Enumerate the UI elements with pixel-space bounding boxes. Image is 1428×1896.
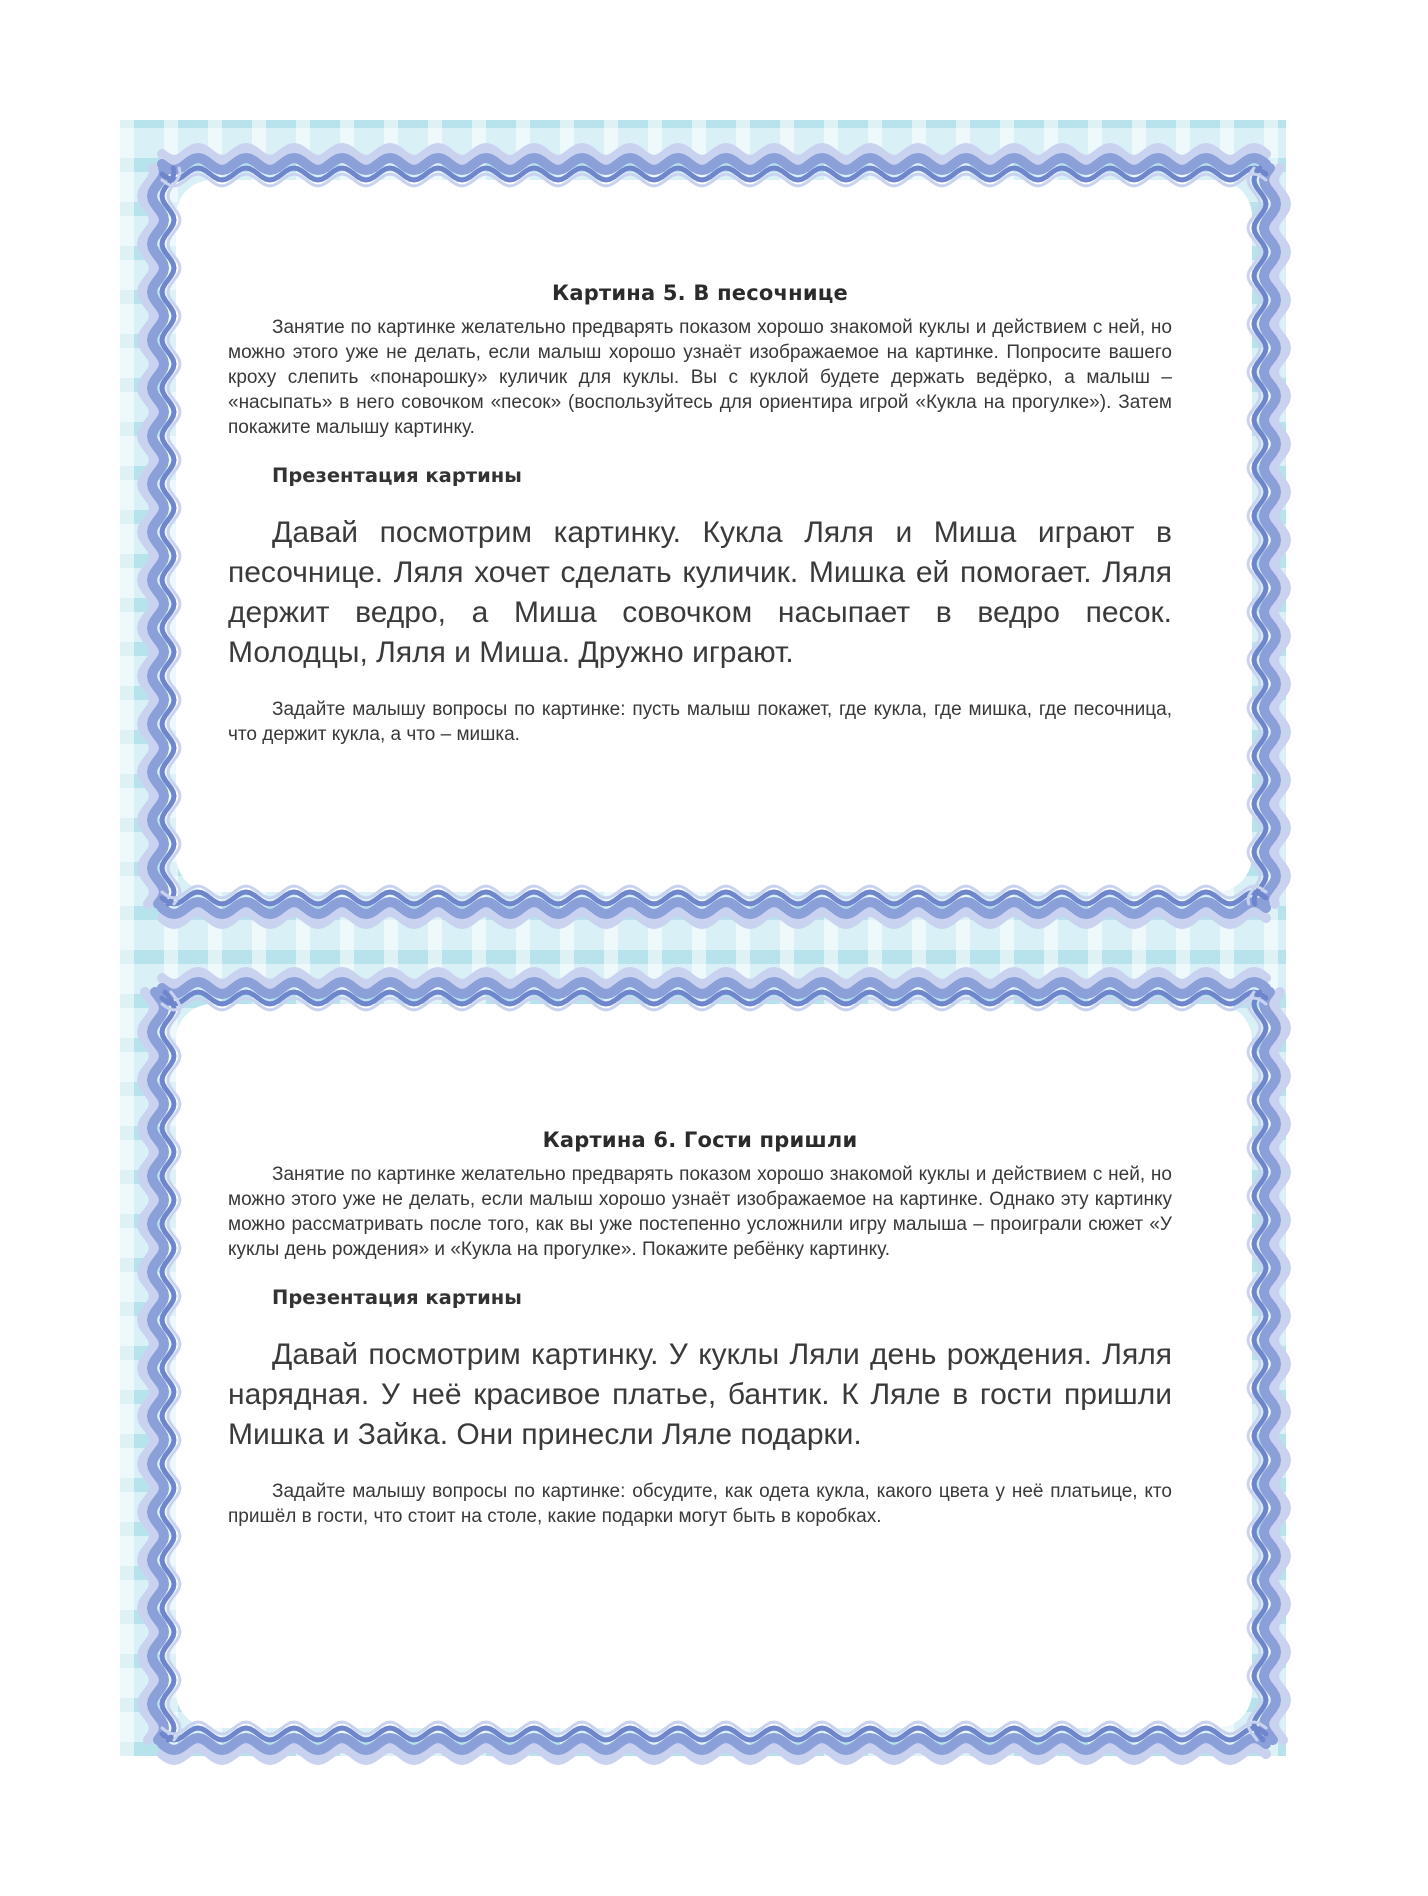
questions-paragraph: Задайте малышу вопросы по картинке: пусть малыш покажет, где кукла, где мишка, где песочница, что держит кукла, а что – мишка.	[228, 699, 1172, 745]
presentation-heading: Презентация картины	[272, 1286, 522, 1309]
section-title: Картина 6. Гости пришли	[542, 1128, 858, 1152]
questions-paragraph: Задайте малышу вопросы по картинке: обсудите, как одета кукла, какого цвета у неё платьице, кто пришёл в гости, что стоит на столе, какие подарки могут быть в коробках.	[228, 1481, 1172, 1527]
story-text: Давай посмотрим картинку. Кукла Ляля и Миша играют в песочнице. Ляля хочет сделать куличик. Мишка ей помогает. Ляля держит ведро, а Миша совочком насыпает в ведро песок. Молодцы, Ляля и Миша. Дружно играют.	[228, 516, 1172, 669]
presentation-heading: Презентация картины	[272, 464, 522, 487]
section-2	[228, 1128, 1172, 1529]
section-title: Картина 5. В песочнице	[552, 281, 848, 305]
section-1	[228, 281, 1172, 747]
intro-paragraph: Занятие по картинке желательно предварять показом хорошо знакомой куклы и действием с ней, но можно этого уже не делать, если малыш хорошо узнаёт изображаемое на картинке. Попросите вашего кроху слепить «понарошку» куличик для куклы. Вы с куклой будете держать ведёрко, а малыш – «насыпать» в него совочком «песок» (воспользуйтесь для ориентира игрой «Кукла на прогулке»). Затем покажите малышу картинку.	[228, 317, 1172, 438]
intro-paragraph: Занятие по картинке желательно предварять показом хорошо знакомой куклы и действием с ней, но можно этого уже не делать, если малыш хорошо узнаёт изображаемое на картинке. Однако эту картинку можно рассматривать после того, как вы уже постепенно усложнили игру малыша – проиграли сюжет «У куклы день рождения» и «Кукла на прогулке». Покажите ребёнку картинку.	[228, 1164, 1172, 1260]
story-text: Давай посмотрим картинку. У куклы Ляли день рождения. Ляля нарядная. У неё красивое платье, бантик. К Ляле в гости пришли Мишка и Зайка. Они принесли Ляле подарки.	[228, 1338, 1172, 1451]
